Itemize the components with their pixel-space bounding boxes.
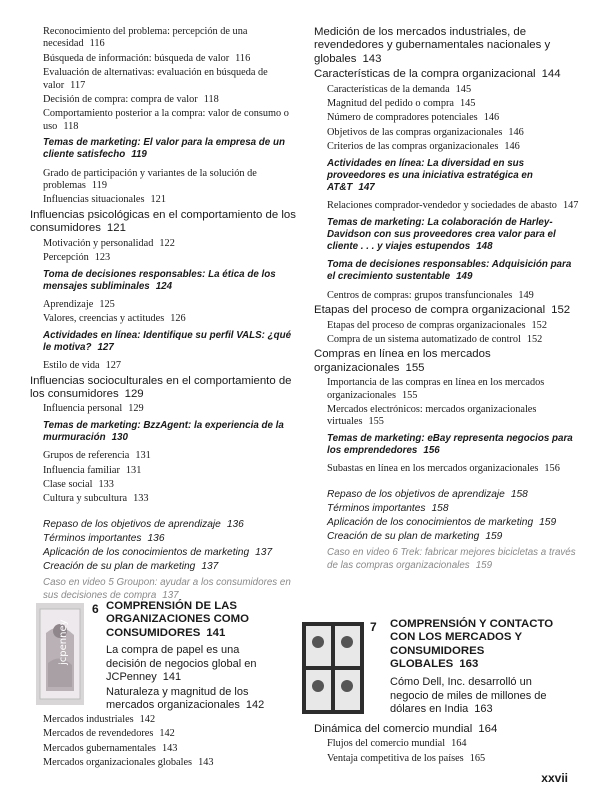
toc-review-item bbox=[30, 518, 298, 531]
toc-subentry bbox=[30, 194, 298, 206]
entry-text: Percepción bbox=[43, 252, 89, 264]
chapter-6-entries bbox=[30, 714, 290, 772]
chapter-7-title: COMPRENSIÓN Y CONTACTO CON LOS MERCADOS Y CONSUMIDORES GLOBALES 163 bbox=[390, 618, 554, 671]
entry-text: Mercados electrónicos: mercados organizacionales virtuales bbox=[327, 403, 537, 428]
entry-page: 126 bbox=[170, 313, 186, 325]
entry-text: Características de la compra organizacional bbox=[314, 68, 536, 81]
entry-page: 136 bbox=[226, 518, 244, 530]
entry-page: 118 bbox=[63, 120, 79, 132]
entry-page: 137 bbox=[201, 560, 219, 572]
toc-review-item bbox=[314, 516, 582, 529]
entry-text: Medición de los mercados industriales, de revendedores y gubernamentales nacionales y globales bbox=[314, 26, 551, 65]
entry-page: 119 bbox=[131, 149, 147, 161]
entry-page: 152 bbox=[526, 333, 543, 345]
entry-page: 133 bbox=[133, 493, 149, 505]
toc-subentry bbox=[30, 252, 298, 264]
entry-page: 143 bbox=[362, 52, 382, 65]
toc-review-item bbox=[30, 532, 298, 545]
entry-text: Objetivos de las compras organizacionales bbox=[327, 126, 503, 138]
entry-page: 118 bbox=[203, 94, 219, 106]
entry-text: Cómo Dell, Inc. desarrolló un negocio de miles de millones de dólares en India bbox=[390, 676, 547, 716]
entry-page: 130 bbox=[111, 431, 128, 443]
entry-text: Influencia familiar bbox=[43, 464, 120, 476]
entry-page: 159 bbox=[485, 530, 503, 542]
toc-subentry bbox=[30, 108, 298, 133]
toc-heading bbox=[30, 209, 298, 236]
entry-page: 137 bbox=[162, 589, 179, 601]
chapter-intro-item bbox=[390, 676, 568, 717]
chapter-6-title: COMPRENSIÓN DE LAS ORGANIZACIONES COMO CONSUMIDORES 141 bbox=[106, 600, 250, 639]
entry-page: 144 bbox=[541, 68, 561, 81]
toc-subentry bbox=[314, 112, 582, 124]
toc-subentry bbox=[30, 67, 298, 92]
entry-text: Búsqueda de información: búsqueda de valor bbox=[43, 52, 230, 64]
toc-subentry bbox=[30, 53, 298, 65]
toc-feature bbox=[314, 259, 582, 283]
entry-page: 148 bbox=[476, 241, 493, 253]
entry-text: Toma de decisiones responsables: Adquisición para el crecimiento sustentable bbox=[327, 259, 572, 283]
entry-text: Reconocimiento del problema: percepción de una necesidad bbox=[43, 26, 248, 50]
entry-text: Criterios de las compras organizacionales bbox=[327, 141, 499, 153]
entry-text: Compras en línea en los mercados organizacionales bbox=[314, 348, 491, 374]
entry-text: Términos importantes bbox=[43, 532, 142, 544]
toc-subentry bbox=[30, 479, 298, 491]
spacer bbox=[314, 478, 582, 488]
entry-page: 147 bbox=[562, 200, 579, 212]
entry-page: 158 bbox=[510, 488, 528, 500]
chapter-6-number: 6 bbox=[92, 602, 99, 616]
entry-text: Aprendizaje bbox=[43, 298, 94, 310]
entry-text: Actividades en línea: Identifique su perfil VALS: ¿qué le motiva? bbox=[43, 329, 292, 353]
entry-text: Mercados de revendedores bbox=[43, 728, 154, 740]
entry-page: 136 bbox=[147, 532, 165, 544]
entry-page: 145 bbox=[459, 98, 476, 110]
toc-review-item bbox=[314, 530, 582, 543]
entry-text: Aplicación de los conocimientos de marketing bbox=[43, 546, 250, 558]
cover-logo-text: jcpenney bbox=[58, 619, 69, 665]
toc-subentry bbox=[314, 98, 582, 110]
entry-page: 146 bbox=[508, 126, 524, 138]
entry-text: Evaluación de alternativas: evaluación en búsqueda de valor bbox=[43, 67, 268, 91]
toc-subentry bbox=[314, 377, 582, 402]
entry-text: Relaciones comprador-vendedor y sociedades de abasto bbox=[327, 200, 557, 212]
entry-page: 127 bbox=[97, 341, 114, 353]
toc-review-item bbox=[30, 546, 298, 559]
chapter-7-intro bbox=[390, 676, 568, 719]
entry-text: Términos importantes bbox=[327, 502, 426, 514]
entry-text: Mercados organizacionales globales bbox=[43, 757, 193, 769]
entry-text: Grupos de referencia bbox=[43, 450, 130, 462]
entry-page: 165 bbox=[469, 752, 486, 764]
entry-text: Temas de marketing: eBay representa negocios para los emprendedores bbox=[327, 432, 573, 456]
entry-text: Caso en video 6 Trek: fabricar mejores bicicletas a través de las compras organizacionales bbox=[327, 546, 576, 571]
entry-page: 121 bbox=[106, 222, 126, 235]
toc-subentry bbox=[314, 290, 582, 302]
toc-review-item bbox=[314, 502, 582, 515]
toc-heading bbox=[30, 375, 298, 402]
entry-text: Motivación y personalidad bbox=[43, 237, 154, 249]
entry-page: 156 bbox=[544, 463, 560, 475]
entry-page: 149 bbox=[456, 271, 473, 283]
toc-subentry bbox=[30, 313, 298, 325]
toc-feature bbox=[314, 433, 582, 457]
entry-text: Comportamiento posterior a la compra: valor de consumo o uso bbox=[43, 108, 289, 132]
entry-text: Toma de decisiones responsables: La ética de los mensajes subliminales bbox=[43, 268, 276, 292]
entry-page: 146 bbox=[504, 141, 520, 153]
entry-text: Decisión de compra: compra de valor bbox=[43, 94, 198, 106]
entry-page: 129 bbox=[128, 403, 144, 415]
entry-page: 155 bbox=[368, 416, 384, 428]
entry-text: Centros de compras: grupos transfuncionales bbox=[327, 289, 513, 301]
entry-page: 155 bbox=[402, 389, 418, 401]
entry-page: 164 bbox=[451, 738, 467, 750]
toc-heading bbox=[314, 68, 582, 81]
toc-subentry bbox=[30, 493, 298, 505]
entry-text: Naturaleza y magnitud de los mercados organizacionales bbox=[106, 685, 249, 712]
toc-subentry bbox=[314, 127, 582, 139]
toc-subentry bbox=[314, 141, 582, 153]
entry-text: Etapas del proceso de compras organizacionales bbox=[327, 319, 526, 331]
entry-page: 117 bbox=[70, 79, 86, 91]
entry-page: 159 bbox=[539, 516, 557, 528]
entry-text: Magnitud del pedido o compra bbox=[327, 98, 454, 110]
toc-feature bbox=[30, 137, 298, 161]
entry-text: Creación de su plan de marketing bbox=[327, 530, 480, 542]
toc-subentry bbox=[30, 299, 298, 311]
entry-page: 133 bbox=[98, 478, 114, 490]
entry-page: 152 bbox=[531, 319, 547, 331]
entry-text: Dinámica del comercio mundial bbox=[314, 723, 473, 735]
entry-text: Grado de participación y variantes de la solución de problemas bbox=[43, 167, 257, 192]
entry-page: 155 bbox=[405, 361, 425, 374]
toc-subentry bbox=[30, 728, 290, 740]
entry-text: Ventaja competitiva de los países bbox=[327, 752, 464, 764]
entry-page: 143 bbox=[161, 742, 178, 754]
entry-text: Temas de marketing: BzzAgent: la experiencia de la murmuración bbox=[43, 419, 284, 443]
chapter-intro-item bbox=[106, 686, 276, 713]
entry-page: 124 bbox=[155, 280, 173, 292]
entry-text: Caso en video 5 Groupon: ayudar a los consumidores en sus decisiones de compra bbox=[43, 576, 291, 601]
page-number: xxvii bbox=[541, 771, 568, 785]
entry-text: Estilo de vida bbox=[43, 360, 100, 372]
toc-subentry bbox=[314, 320, 582, 332]
toc-review-item bbox=[30, 560, 298, 573]
toc-right-column bbox=[314, 26, 582, 574]
entry-text: Características de la demanda bbox=[327, 83, 450, 95]
entry-page: 163 bbox=[474, 703, 493, 716]
entry-page: 137 bbox=[255, 546, 273, 558]
entry-text: Flujos del comercio mundial bbox=[327, 738, 446, 750]
toc-subentry bbox=[30, 743, 290, 755]
entry-page: 121 bbox=[150, 194, 166, 206]
toc-heading bbox=[314, 304, 582, 317]
entry-page: 116 bbox=[89, 38, 105, 50]
entry-text: Influencias socioculturales en el comportamiento de los consumidores bbox=[30, 374, 292, 400]
entry-text: Aplicación de los conocimientos de marketing bbox=[327, 516, 534, 528]
entry-page: 116 bbox=[235, 52, 251, 64]
entry-text: Influencia personal bbox=[43, 403, 123, 415]
toc-subentry bbox=[30, 403, 298, 415]
entry-page: 156 bbox=[423, 444, 440, 456]
toc-subentry bbox=[30, 26, 298, 51]
toc-heading bbox=[314, 348, 582, 375]
entry-text: Mercados industriales bbox=[43, 714, 134, 725]
toc-subentry bbox=[30, 714, 290, 726]
entry-text: Número de compradores potenciales bbox=[327, 112, 478, 124]
jcpenney-catalog-image bbox=[36, 603, 84, 705]
toc-subentry bbox=[314, 334, 582, 346]
toc-subentry bbox=[30, 757, 290, 769]
toc-feature bbox=[30, 269, 298, 293]
entry-page: 152 bbox=[551, 304, 571, 317]
chapter-intro-item bbox=[106, 644, 276, 685]
toc-subentry bbox=[314, 463, 582, 475]
toc-subentry bbox=[314, 738, 574, 750]
toc-subentry bbox=[30, 168, 298, 193]
toc-subentry bbox=[30, 238, 298, 250]
toc-subentry bbox=[30, 465, 298, 477]
entry-page: 131 bbox=[125, 464, 142, 476]
toc-subentry bbox=[314, 753, 574, 765]
entry-page: 142 bbox=[139, 714, 156, 725]
entry-text: Valores, creencias y actitudes bbox=[43, 313, 165, 325]
entry-page: 125 bbox=[99, 298, 115, 310]
toc-left-column bbox=[30, 26, 298, 604]
toc-subentry bbox=[30, 450, 298, 462]
entry-page: 164 bbox=[478, 723, 498, 735]
entry-text: Temas de marketing: El valor para la empresa de un cliente satisfecho bbox=[43, 137, 285, 161]
entry-text: Clase social bbox=[43, 478, 93, 490]
entry-page: 123 bbox=[94, 252, 111, 264]
toc-subentry bbox=[314, 200, 582, 212]
entry-page: 142 bbox=[159, 728, 175, 740]
toc-video-case bbox=[314, 546, 582, 572]
entry-page: 158 bbox=[431, 502, 449, 514]
entry-text: Compra de un sistema automatizado de control bbox=[327, 333, 521, 345]
toc-video-case bbox=[30, 576, 298, 602]
entry-text: Influencias psicológicas en el comportamiento de los consumidores bbox=[30, 208, 296, 235]
toc-subentry bbox=[314, 404, 582, 429]
entry-page: 122 bbox=[159, 237, 175, 249]
spacer bbox=[30, 508, 298, 518]
entry-text: Subastas en línea en los mercados organizacionales bbox=[327, 463, 539, 475]
toc-review-item bbox=[314, 488, 582, 501]
chapter-7-number: 7 bbox=[370, 620, 377, 634]
chapter-6-intro bbox=[106, 644, 276, 714]
toc-feature bbox=[314, 217, 582, 254]
entry-text: Etapas del proceso de compra organizacional bbox=[314, 304, 546, 317]
entry-text: Repaso de los objetivos de aprendizaje bbox=[327, 488, 505, 500]
entry-text: La compra de papel es una decisión de negocios global en JCPenney bbox=[106, 644, 257, 684]
entry-page: 159 bbox=[475, 559, 493, 571]
toc-subentry bbox=[30, 94, 298, 106]
toc-heading bbox=[314, 723, 574, 736]
entry-page: 129 bbox=[124, 387, 144, 400]
entry-text: Mercados gubernamentales bbox=[43, 742, 156, 754]
entry-text: Temas de marketing: La colaboración de Harley-Davidson con sus proveedores crea valor para el cliente . . . y viajes estupendos bbox=[327, 216, 556, 253]
entry-text: Actividades en línea: La diversidad en sus proveedores es una iniciativa estratégica en AT&T bbox=[327, 157, 533, 194]
toc-heading bbox=[314, 26, 582, 66]
entry-page: 141 bbox=[162, 671, 182, 684]
entry-page: 145 bbox=[455, 83, 472, 95]
entry-page: 119 bbox=[91, 180, 107, 192]
entry-page: 131 bbox=[135, 450, 151, 462]
entry-page: 127 bbox=[105, 360, 122, 372]
toc-feature bbox=[30, 420, 298, 444]
toc-subentry bbox=[30, 360, 298, 372]
entry-page: 147 bbox=[358, 182, 375, 194]
entry-page: 149 bbox=[518, 289, 534, 301]
entry-text: Influencias situacionales bbox=[43, 194, 145, 206]
toc-subentry bbox=[314, 84, 582, 96]
chapter-7-entries bbox=[314, 723, 574, 767]
entry-page: 146 bbox=[483, 112, 500, 124]
entry-text: Cultura y subcultura bbox=[43, 493, 128, 505]
entry-page: 142 bbox=[245, 699, 265, 712]
toc-feature bbox=[30, 330, 298, 354]
entry-text: Importancia de las compras en línea en los mercados organizacionales bbox=[327, 377, 545, 401]
entry-text: Creación de su plan de marketing bbox=[43, 560, 196, 572]
entry-text: Repaso de los objetivos de aprendizaje bbox=[43, 518, 221, 530]
entry-page: 143 bbox=[198, 757, 214, 769]
dell-ad-image bbox=[302, 622, 364, 714]
toc-feature bbox=[314, 158, 582, 195]
